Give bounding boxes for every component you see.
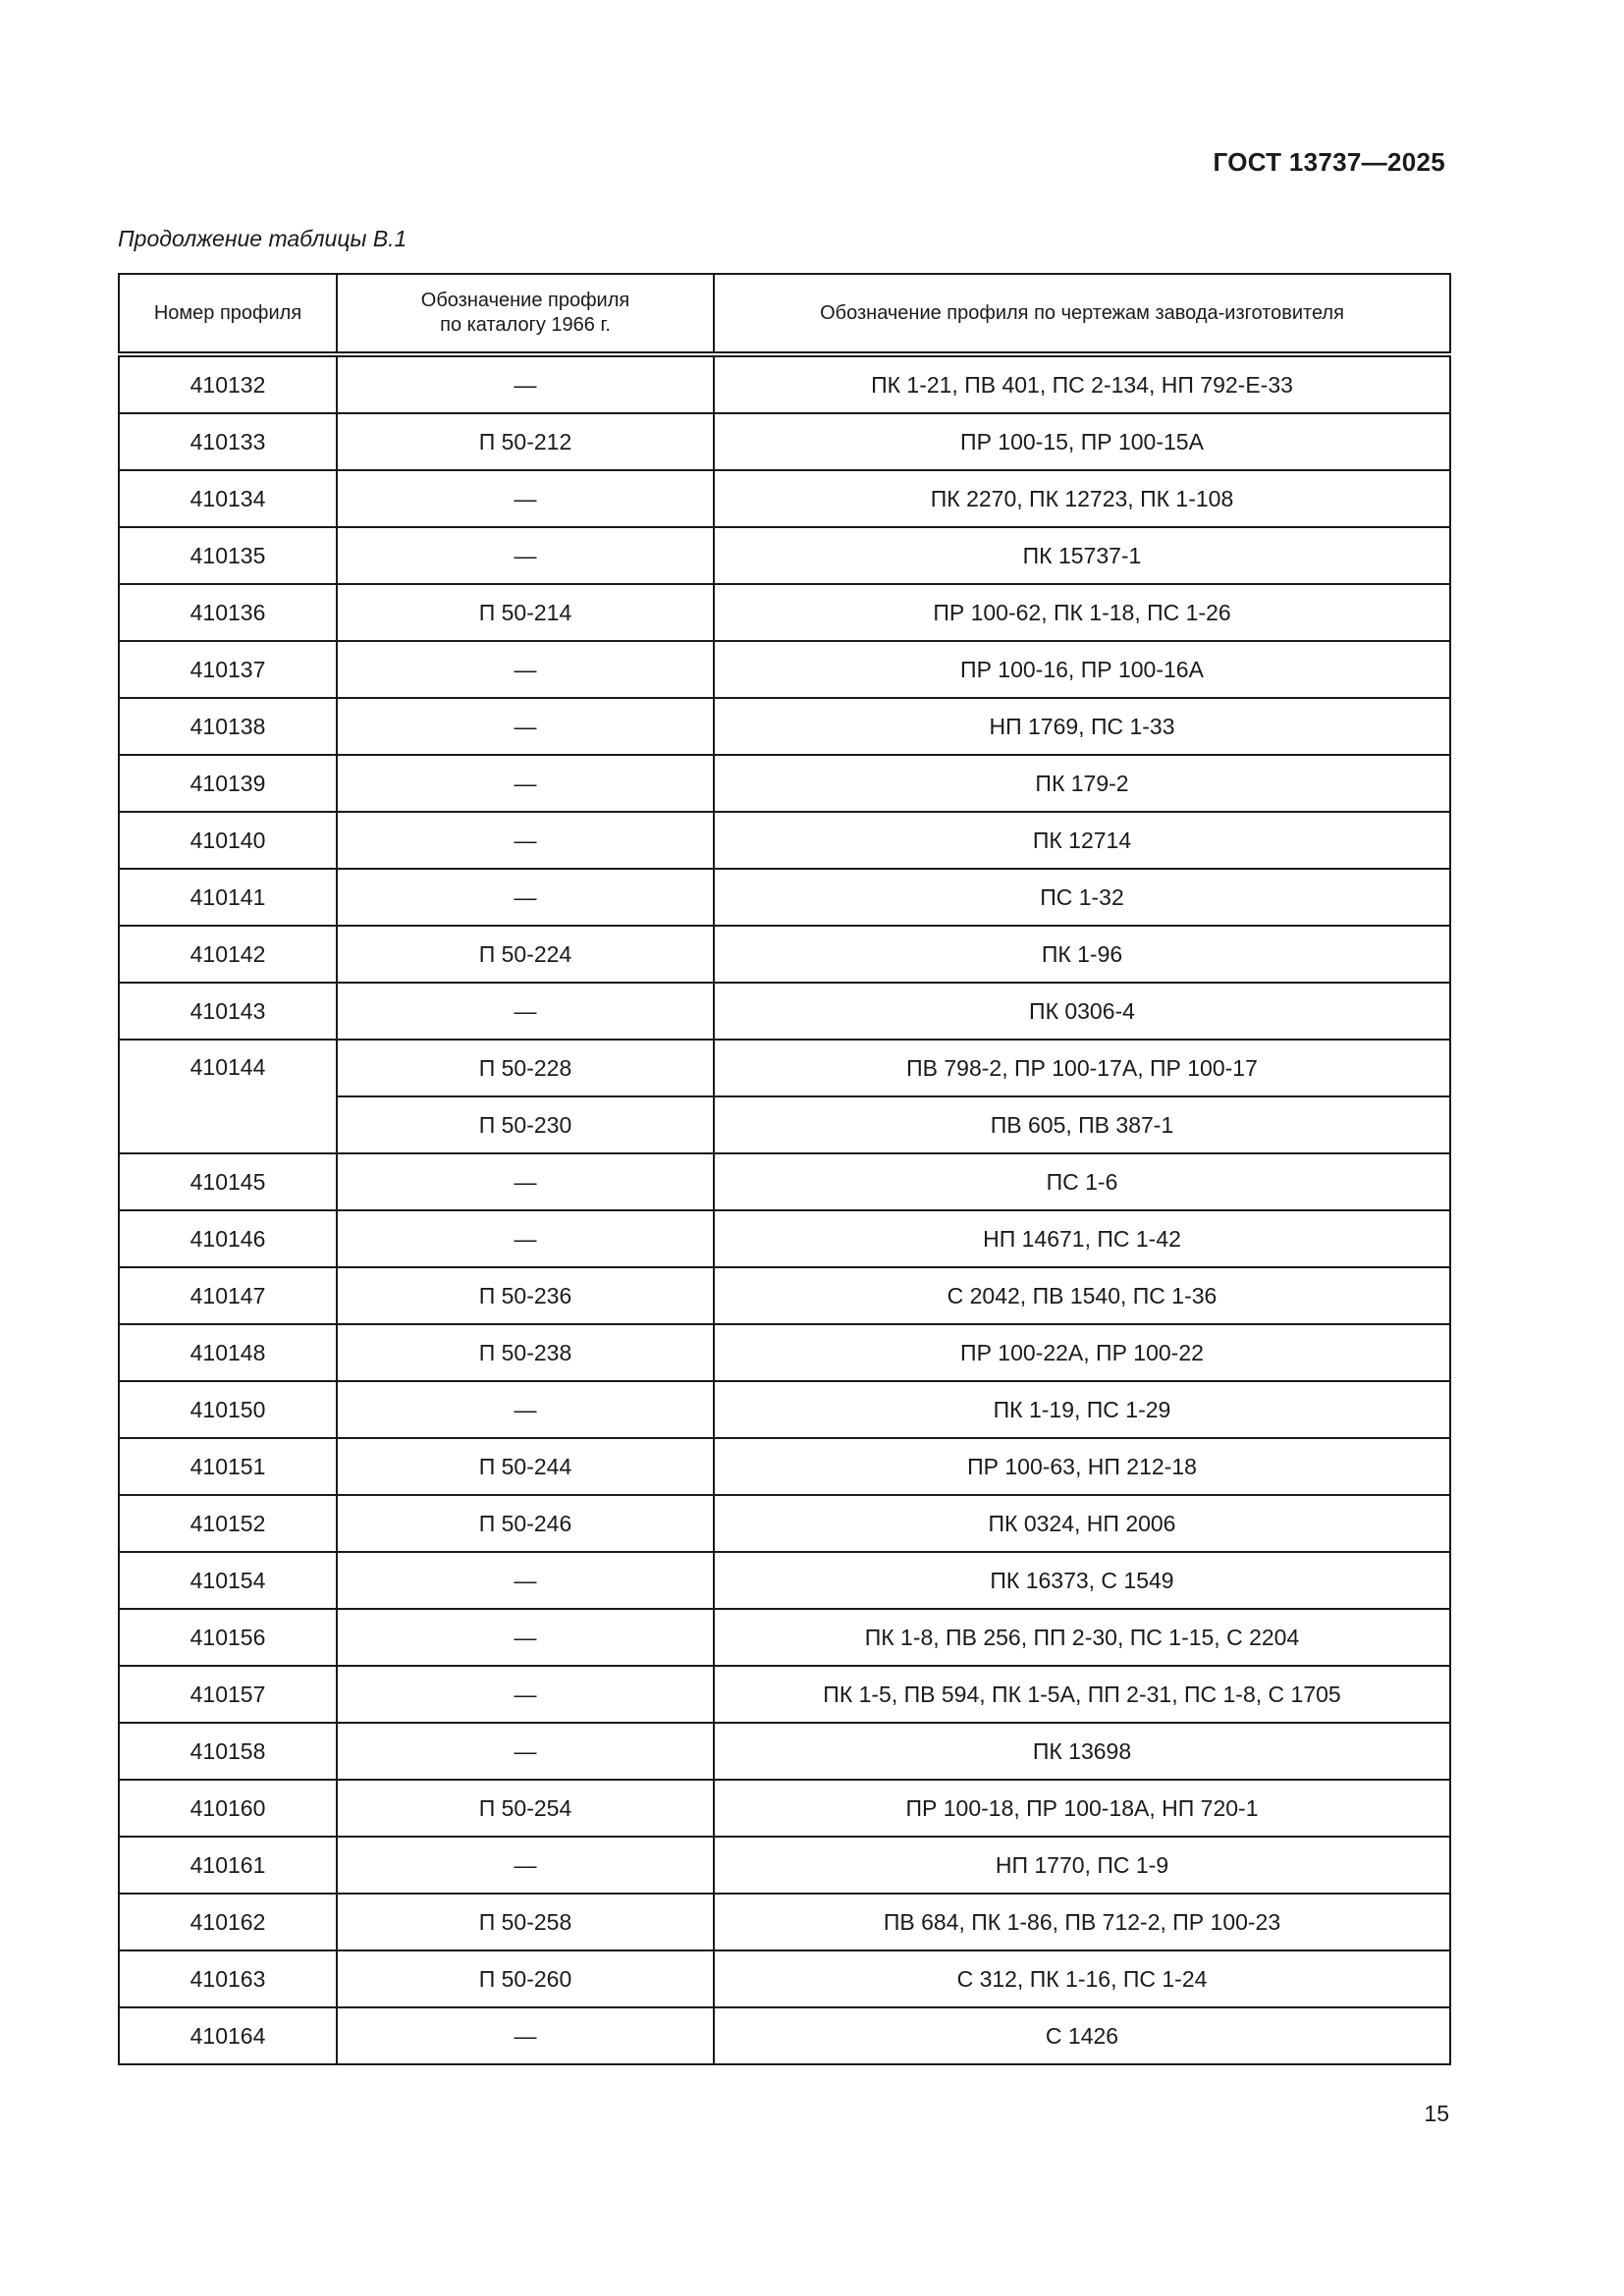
cell-drawings-designation: НП 14671, ПС 1-42 bbox=[714, 1210, 1450, 1267]
table-row bbox=[119, 1780, 1450, 1837]
cell-catalog-designation: П 50-244 bbox=[337, 1438, 714, 1495]
table-row bbox=[119, 1495, 1450, 1552]
cell-drawings-designation: ПК 1-96 bbox=[714, 926, 1450, 983]
table-row bbox=[119, 1723, 1450, 1780]
cell-catalog-designation: П 50-214 bbox=[337, 584, 714, 641]
table-row bbox=[119, 1324, 1450, 1381]
cell-profile-number: 410139 bbox=[119, 755, 337, 812]
table-row bbox=[119, 1609, 1450, 1666]
cell-drawings-designation: ПК 16373, С 1549 bbox=[714, 1552, 1450, 1609]
cell-profile-number: 410148 bbox=[119, 1324, 337, 1381]
cell-catalog-designation: П 50-236 bbox=[337, 1267, 714, 1324]
cell-drawings-designation: ПК 0306-4 bbox=[714, 983, 1450, 1040]
cell-catalog-designation: — bbox=[337, 1552, 714, 1609]
cell-drawings-designation: ПР 100-63, НП 212-18 bbox=[714, 1438, 1450, 1495]
table-row bbox=[119, 413, 1450, 470]
cell-drawings-designation: С 312, ПК 1-16, ПС 1-24 bbox=[714, 1950, 1450, 2007]
cell-drawings-designation: С 2042, ПВ 1540, ПС 1-36 bbox=[714, 1267, 1450, 1324]
cell-profile-number: 410160 bbox=[119, 1780, 337, 1837]
cell-catalog-designation: П 50-246 bbox=[337, 1495, 714, 1552]
cell-drawings-designation: НП 1769, ПС 1-33 bbox=[714, 698, 1450, 755]
cell-profile-number: 410157 bbox=[119, 1666, 337, 1723]
header-catalog-line2: по каталогу 1966 г. bbox=[440, 314, 611, 336]
cell-catalog-designation: — bbox=[337, 641, 714, 698]
table-row bbox=[119, 1381, 1450, 1438]
header-catalog-designation bbox=[337, 274, 714, 354]
table-row bbox=[119, 869, 1450, 926]
cell-profile-number: 410164 bbox=[119, 2007, 337, 2064]
table-row bbox=[119, 698, 1450, 755]
cell-drawings-designation: ПК 1-21, ПВ 401, ПС 2-134, НП 792-Е-33 bbox=[714, 354, 1450, 413]
cell-profile-number: 410137 bbox=[119, 641, 337, 698]
table-row bbox=[119, 1894, 1450, 1950]
table-row bbox=[119, 470, 1450, 527]
cell-drawings-designation: НП 1770, ПС 1-9 bbox=[714, 1837, 1450, 1894]
cell-drawings-designation: ПК 1-19, ПС 1-29 bbox=[714, 1381, 1450, 1438]
header-catalog-line1: Обозначение профиля bbox=[420, 290, 630, 311]
table-row bbox=[119, 584, 1450, 641]
cell-drawings-designation: ПВ 798-2, ПР 100-17А, ПР 100-17 bbox=[714, 1040, 1450, 1096]
cell-catalog-designation: — bbox=[337, 527, 714, 584]
cell-profile-number: 410156 bbox=[119, 1609, 337, 1666]
table-row bbox=[119, 1837, 1450, 1894]
cell-profile-number: 410162 bbox=[119, 1894, 337, 1950]
cell-catalog-designation: П 50-212 bbox=[337, 413, 714, 470]
cell-drawings-designation: ПС 1-32 bbox=[714, 869, 1450, 926]
cell-catalog-designation: П 50-254 bbox=[337, 1780, 714, 1837]
cell-profile-number: 410163 bbox=[119, 1950, 337, 2007]
cell-profile-number: 410135 bbox=[119, 527, 337, 584]
table-row bbox=[119, 354, 1450, 413]
cell-catalog-designation: П 50-238 bbox=[337, 1324, 714, 1381]
cell-catalog-designation: — bbox=[337, 2007, 714, 2064]
cell-drawings-designation: ПР 100-15, ПР 100-15А bbox=[714, 413, 1450, 470]
cell-drawings-designation: ПК 1-8, ПВ 256, ПП 2-30, ПС 1-15, С 2204 bbox=[714, 1609, 1450, 1666]
cell-catalog-designation: — bbox=[337, 1210, 714, 1267]
table-row bbox=[119, 1267, 1450, 1324]
table-row bbox=[119, 1552, 1450, 1609]
table-row bbox=[119, 2007, 1450, 2064]
cell-catalog-designation: П 50-228 bbox=[337, 1040, 714, 1096]
cell-catalog-designation: — bbox=[337, 354, 714, 413]
cell-profile-number: 410147 bbox=[119, 1267, 337, 1324]
standard-designation: ГОСТ 13737—2025 bbox=[1213, 147, 1445, 177]
cell-drawings-designation: ПК 15737-1 bbox=[714, 527, 1450, 584]
cell-drawings-designation: С 1426 bbox=[714, 2007, 1450, 2064]
table-row bbox=[119, 1040, 1450, 1096]
cell-catalog-designation: — bbox=[337, 983, 714, 1040]
cell-drawings-designation: ПК 12714 bbox=[714, 812, 1450, 869]
cell-profile-number: 410140 bbox=[119, 812, 337, 869]
cell-catalog-designation: — bbox=[337, 470, 714, 527]
cell-drawings-designation: ПК 179-2 bbox=[714, 755, 1450, 812]
cell-profile-number: 410152 bbox=[119, 1495, 337, 1552]
page-number: 15 bbox=[1424, 2101, 1449, 2126]
cell-catalog-designation: — bbox=[337, 869, 714, 926]
table-row bbox=[119, 1210, 1450, 1267]
cell-catalog-designation: — bbox=[337, 698, 714, 755]
table-body bbox=[119, 354, 1450, 2064]
cell-profile-number: 410133 bbox=[119, 413, 337, 470]
cell-catalog-designation: — bbox=[337, 755, 714, 812]
cell-catalog-designation: П 50-258 bbox=[337, 1894, 714, 1950]
table-row bbox=[119, 926, 1450, 983]
header-profile-number: Номер профиля bbox=[119, 274, 337, 354]
cell-profile-number: 410161 bbox=[119, 1837, 337, 1894]
cell-profile-number: 410145 bbox=[119, 1153, 337, 1210]
cell-drawings-designation: ПС 1-6 bbox=[714, 1153, 1450, 1210]
cell-profile-number: 410158 bbox=[119, 1723, 337, 1780]
table-row bbox=[119, 755, 1450, 812]
cell-catalog-designation: — bbox=[337, 1837, 714, 1894]
cell-profile-number: 410150 bbox=[119, 1381, 337, 1438]
cell-catalog-designation: П 50-260 bbox=[337, 1950, 714, 2007]
table-caption: Продолжение таблицы В.1 bbox=[118, 226, 407, 251]
cell-catalog-designation: — bbox=[337, 812, 714, 869]
cell-profile-number: 410132 bbox=[119, 354, 337, 413]
cell-catalog-designation: — bbox=[337, 1723, 714, 1780]
cell-profile-number: 410142 bbox=[119, 926, 337, 983]
cell-drawings-designation: ПК 13698 bbox=[714, 1723, 1450, 1780]
table-row bbox=[119, 1666, 1450, 1723]
cell-profile-number: 410144 bbox=[119, 1040, 337, 1153]
cell-drawings-designation: ПВ 605, ПВ 387-1 bbox=[714, 1096, 1450, 1153]
cell-catalog-designation: П 50-230 bbox=[337, 1096, 714, 1153]
cell-profile-number: 410143 bbox=[119, 983, 337, 1040]
header-drawings-designation: Обозначение профиля по чертежам завода-изготовителя bbox=[714, 274, 1450, 354]
table-row bbox=[119, 1153, 1450, 1210]
cell-catalog-designation: — bbox=[337, 1666, 714, 1723]
cell-drawings-designation: ПР 100-62, ПК 1-18, ПС 1-26 bbox=[714, 584, 1450, 641]
cell-profile-number: 410134 bbox=[119, 470, 337, 527]
cell-catalog-designation: — bbox=[337, 1153, 714, 1210]
cell-profile-number: 410151 bbox=[119, 1438, 337, 1495]
cell-profile-number: 410146 bbox=[119, 1210, 337, 1267]
cell-drawings-designation: ПК 0324, НП 2006 bbox=[714, 1495, 1450, 1552]
cell-drawings-designation: ПР 100-18, ПР 100-18А, НП 720-1 bbox=[714, 1780, 1450, 1837]
cell-profile-number: 410136 bbox=[119, 584, 337, 641]
cell-drawings-designation: ПВ 684, ПК 1-86, ПВ 712-2, ПР 100-23 bbox=[714, 1894, 1450, 1950]
cell-profile-number: 410138 bbox=[119, 698, 337, 755]
table-row bbox=[119, 812, 1450, 869]
cell-profile-number: 410141 bbox=[119, 869, 337, 926]
cell-drawings-designation: ПК 1-5, ПВ 594, ПК 1-5А, ПП 2-31, ПС 1-8, С 1705 bbox=[714, 1666, 1450, 1723]
table-row bbox=[119, 1950, 1450, 2007]
table-row bbox=[119, 527, 1450, 584]
cell-drawings-designation: ПР 100-22А, ПР 100-22 bbox=[714, 1324, 1450, 1381]
cell-catalog-designation: — bbox=[337, 1381, 714, 1438]
cell-drawings-designation: ПК 2270, ПК 12723, ПК 1-108 bbox=[714, 470, 1450, 527]
table-row bbox=[119, 1438, 1450, 1495]
table-header-row bbox=[119, 274, 1450, 354]
cell-profile-number: 410154 bbox=[119, 1552, 337, 1609]
table-row bbox=[119, 983, 1450, 1040]
profile-table bbox=[118, 273, 1451, 2065]
cell-drawings-designation: ПР 100-16, ПР 100-16А bbox=[714, 641, 1450, 698]
cell-catalog-designation: — bbox=[337, 1609, 714, 1666]
cell-catalog-designation: П 50-224 bbox=[337, 926, 714, 983]
table-row bbox=[119, 641, 1450, 698]
